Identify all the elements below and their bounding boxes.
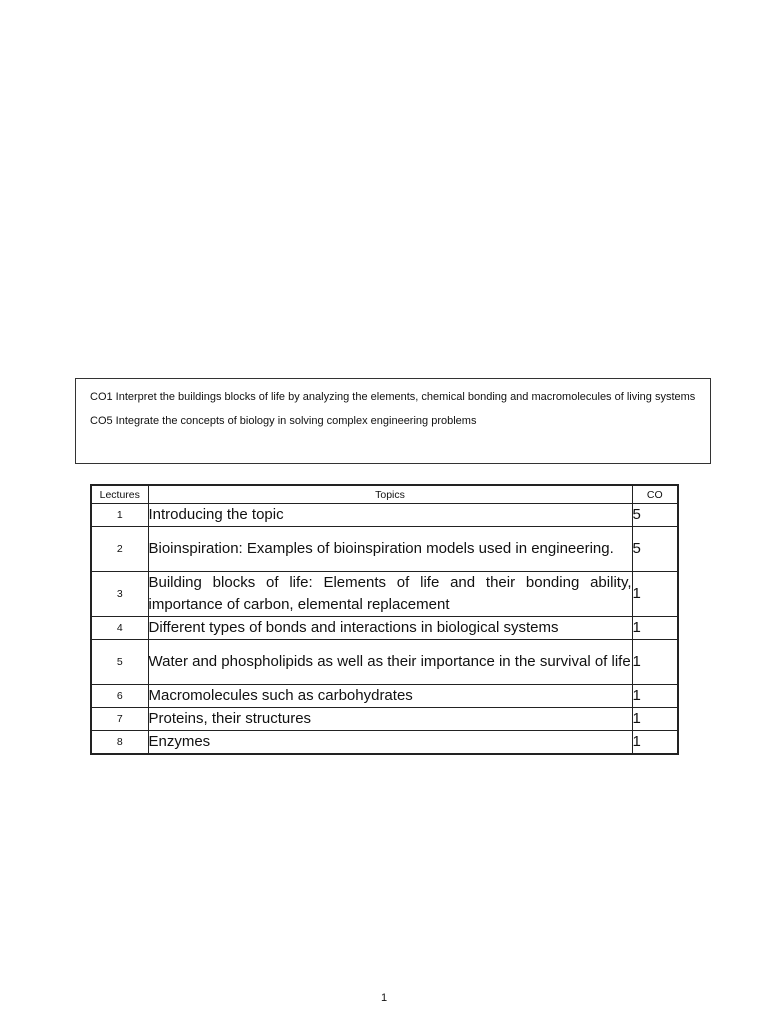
table-row [91,572,678,617]
table-row [91,731,678,755]
lecture-number: 5 [91,640,148,685]
course-outcome-co1: CO1 Interpret the buildings blocks of life by analyzing the elements, chemical bonding and macromolecules of living systems [90,391,696,403]
header-lectures: Lectures [91,485,148,504]
table-row [91,617,678,640]
lecture-number: 3 [91,572,148,617]
lecture-co: 1 [632,617,678,640]
lecture-number: 2 [91,527,148,572]
lecture-co: 5 [632,527,678,572]
lecture-topic: Proteins, their structures [148,708,632,731]
course-outcome-co5: CO5 Integrate the concepts of biology in solving complex engineering problems [90,414,477,427]
lecture-number: 8 [91,731,148,755]
lecture-topic: Bioinspiration: Examples of bioinspiration models used in engineering. [148,527,632,572]
lecture-topic: Introducing the topic [148,504,632,527]
lecture-number: 7 [91,708,148,731]
lecture-co: 1 [632,572,678,617]
table-row [91,504,678,527]
table-row [91,527,678,572]
lecture-co: 1 [632,731,678,755]
lecture-topics-table [90,484,679,755]
lecture-topic: Macromolecules such as carbohydrates [148,685,632,708]
table-row [91,708,678,731]
table-header-row [91,485,678,504]
lecture-topic: Enzymes [148,731,632,755]
table-row [91,685,678,708]
header-topics: Topics [148,485,632,504]
lecture-topic: Building blocks of life: Elements of life and their bonding ability, importance of carbon, elemental replacement [148,572,632,617]
lecture-co: 1 [632,685,678,708]
lecture-number: 6 [91,685,148,708]
lecture-number: 4 [91,617,148,640]
lecture-topic: Different types of bonds and interactions in biological systems [148,617,632,640]
lecture-co: 1 [632,708,678,731]
lecture-co: 1 [632,640,678,685]
lecture-topic: Water and phospholipids as well as their importance in the survival of life [148,640,632,685]
lecture-number: 1 [91,504,148,527]
course-outcomes-box [75,378,711,464]
header-co: CO [632,485,678,504]
page-number: 1 [380,992,388,1004]
lecture-co: 5 [632,504,678,527]
table-row [91,640,678,685]
